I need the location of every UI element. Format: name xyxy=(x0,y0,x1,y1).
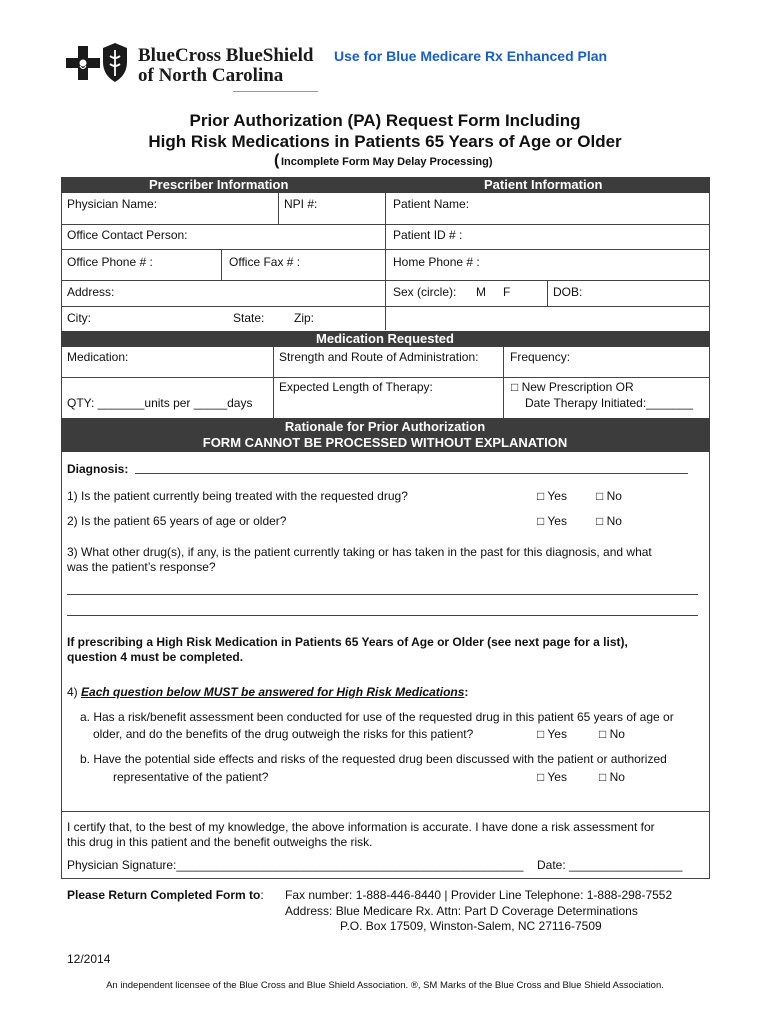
q4a-no-checkbox[interactable]: □ No xyxy=(599,727,625,741)
hrm-note-line2: question 4 must be completed. xyxy=(67,650,244,664)
question-4a-line2: older, and do the benefits of the drug outweigh the risks for this patient? xyxy=(93,727,474,741)
zip-field[interactable]: Zip: xyxy=(294,311,315,325)
q1-no-checkbox[interactable]: □ No xyxy=(596,489,622,503)
question-4a-line1: a. Has a risk/benefit assessment been conducted for use of the requested drug in this patient 65 years of age or xyxy=(80,710,674,724)
length-field[interactable]: Expected Length of Therapy: xyxy=(279,380,433,394)
date-initiated-field[interactable]: Date Therapy Initiated:_______ xyxy=(525,396,693,410)
q3-answer-line1[interactable] xyxy=(67,594,698,595)
question-3-line2: was the patient’s response? xyxy=(67,560,216,574)
footer-disclaimer: An independent licensee of the Blue Cross and Blue Shield Association. ®, SM Marks of the Blue Cross and Blue Shield Association. xyxy=(106,980,664,991)
form-note: Incomplete Form May Delay Processing) xyxy=(281,156,493,168)
q2-no-checkbox[interactable]: □ No xyxy=(596,514,622,528)
sex-option-m[interactable]: M xyxy=(476,285,486,299)
logo-line1: BlueCross BlueShield xyxy=(138,45,314,66)
return-address1: Address: Blue Medicare Rx. Attn: Part D Coverage Determinations xyxy=(285,904,638,918)
diagnosis-label: Diagnosis: xyxy=(67,462,129,476)
physician-signature-field[interactable]: Physician Signature:____________________________________________________ xyxy=(67,858,524,872)
return-address2: P.O. Box 17509, Winston-Salem, NC 27116-7509 xyxy=(340,919,602,933)
home-phone-field[interactable]: Home Phone # : xyxy=(393,255,480,269)
diagnosis-input-line[interactable] xyxy=(135,473,688,474)
office-phone-field[interactable]: Office Phone # : xyxy=(67,255,153,269)
question-4b-line1: b. Have the potential side effects and risks of the requested drug been discussed with the patient or authorized xyxy=(80,752,667,766)
patient-heading: Patient Information xyxy=(484,177,603,192)
frequency-field[interactable]: Frequency: xyxy=(510,350,571,364)
address-field[interactable]: Address: xyxy=(67,285,115,299)
logo-line2: of North Carolina xyxy=(138,65,284,86)
q3-answer-line2[interactable] xyxy=(67,615,698,616)
state-field[interactable]: State: xyxy=(233,311,265,325)
form-note-paren: ( xyxy=(274,152,280,169)
question-4-text: Each question below MUST be answered for High Risk Medications xyxy=(81,685,465,699)
q4b-yes-checkbox[interactable]: □ Yes xyxy=(537,770,567,784)
blue-shield-icon xyxy=(100,42,130,88)
patient-name-field[interactable]: Patient Name: xyxy=(393,197,470,211)
form-title-line2: High Risk Medications in Patients 65 Years of Age or Older xyxy=(148,132,622,151)
form-title-line1: Prior Authorization (PA) Request Form Including xyxy=(189,111,581,130)
sex-option-f[interactable]: F xyxy=(503,285,511,299)
medication-field[interactable]: Medication: xyxy=(67,350,129,364)
npi-field[interactable]: NPI #: xyxy=(284,197,318,211)
medication-heading: Medication Requested xyxy=(316,331,454,346)
rationale-warning: FORM CANNOT BE PROCESSED WITHOUT EXPLANATION xyxy=(202,435,568,450)
question-4b-line2: representative of the patient? xyxy=(113,770,269,784)
office-fax-field[interactable]: Office Fax # : xyxy=(229,255,301,269)
sex-field: Sex (circle): xyxy=(393,285,457,299)
new-rx-checkbox[interactable]: □ New Prescription OR xyxy=(511,380,634,394)
certification-line2: this drug in this patient and the benefit outweighs the risk. xyxy=(67,835,373,849)
question-2: 2) Is the patient 65 years of age or older? xyxy=(67,514,287,528)
return-label: Please Return Completed Form to: xyxy=(67,888,264,902)
strength-field[interactable]: Strength and Route of Administration: xyxy=(279,350,479,364)
q4b-no-checkbox[interactable]: □ No xyxy=(599,770,625,784)
q4a-yes-checkbox[interactable]: □ Yes xyxy=(537,727,567,741)
rationale-heading: Rationale for Prior Authorization xyxy=(284,419,486,434)
return-fax: Fax number: 1-888-446-8440 | Provider Line Telephone: 1-888-298-7552 xyxy=(285,888,673,902)
dob-field[interactable]: DOB: xyxy=(553,285,583,299)
hrm-note-line1: If prescribing a High Risk Medication in Patients 65 Years of Age or Older (see next page for a list), xyxy=(67,635,628,649)
q2-yes-checkbox[interactable]: □ Yes xyxy=(537,514,567,528)
question-3-line1: 3) What other drug(s), if any, is the patient currently taking or has taken in the past for this diagnosis, and what xyxy=(67,545,652,559)
prescriber-heading: Prescriber Information xyxy=(149,177,289,192)
signature-date-field[interactable]: Date: _________________ xyxy=(537,858,683,872)
certification-line1: I certify that, to the best of my knowledge, the above information is accurate. I have done a risk assessment for xyxy=(67,820,655,834)
q1-yes-checkbox[interactable]: □ Yes xyxy=(537,489,567,503)
city-field[interactable]: City: xyxy=(67,311,91,325)
office-contact-field[interactable]: Office Contact Person: xyxy=(67,228,188,242)
patient-id-field[interactable]: Patient ID # : xyxy=(393,228,463,242)
question-4: 4) Each question below MUST be answered for High Risk Medications: xyxy=(67,685,469,699)
form-date: 12/2014 xyxy=(67,952,111,966)
plan-note: Use for Blue Medicare Rx Enhanced Plan xyxy=(334,48,608,64)
question-1: 1) Is the patient currently being treated with the requested drug? xyxy=(67,489,408,503)
physician-name-field[interactable]: Physician Name: xyxy=(67,197,158,211)
qty-field[interactable]: QTY: _______units per _____days xyxy=(67,396,253,410)
